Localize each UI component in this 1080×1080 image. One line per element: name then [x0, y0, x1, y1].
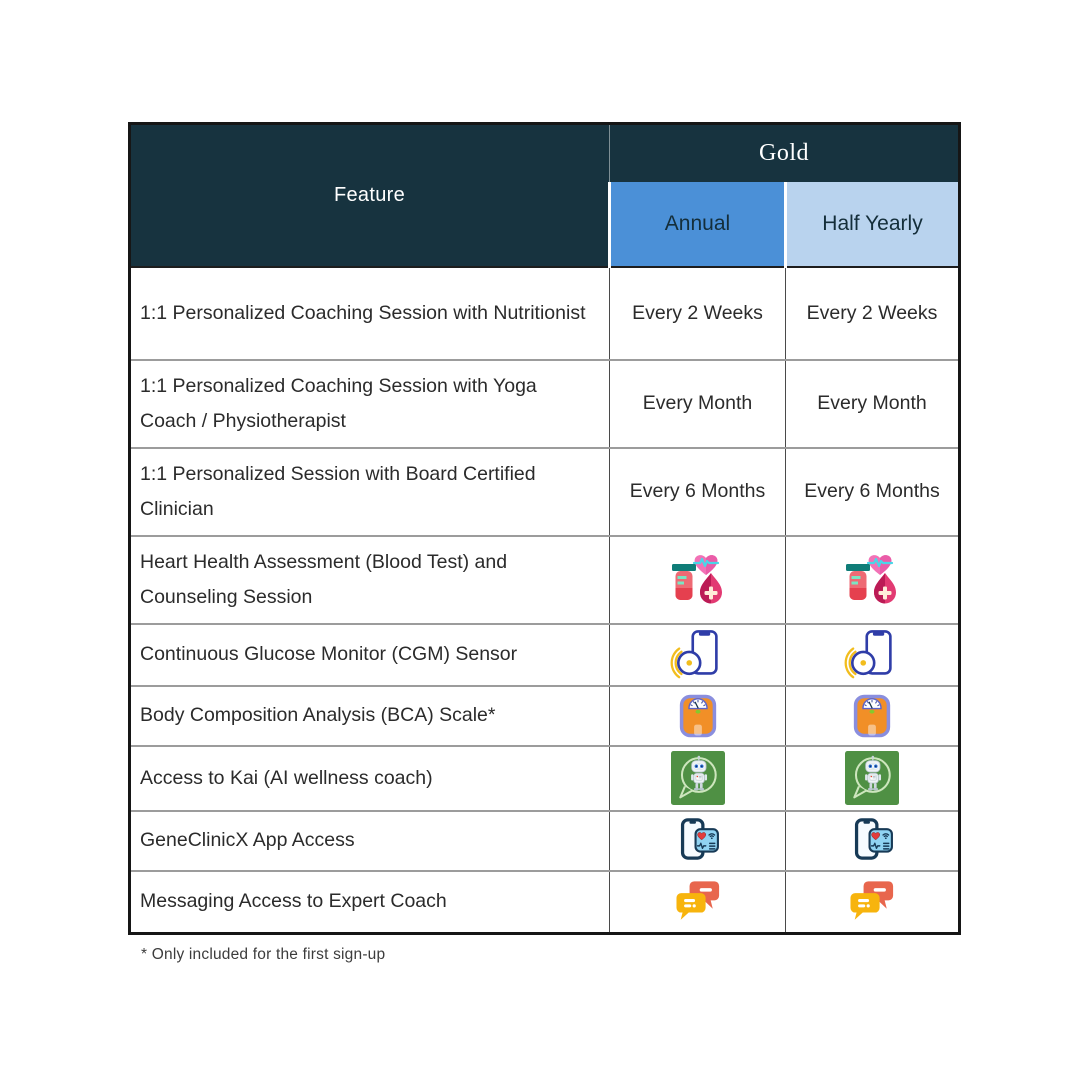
table-row — [130, 448, 960, 536]
kai-robot-icon — [845, 751, 899, 805]
table-row — [130, 746, 960, 811]
half-yearly-value-cell — [786, 811, 960, 871]
feature-cell: 1:1 Personalized Session with Board Certified Clinician — [130, 448, 610, 536]
feature-cell: GeneClinicX App Access — [130, 811, 610, 871]
blood-test-heart-icon — [840, 548, 904, 612]
feature-cell: Continuous Glucose Monitor (CGM) Sensor — [130, 624, 610, 686]
plan-header-row — [130, 124, 960, 182]
half-yearly-column-header: Half Yearly — [786, 182, 960, 267]
half-yearly-value-cell — [786, 624, 960, 686]
annual-value-cell — [610, 536, 786, 624]
annual-value-cell: Every 2 Weeks — [610, 267, 786, 360]
bca-scale-icon — [673, 691, 723, 741]
half-yearly-value-cell — [786, 746, 960, 811]
annual-value-cell — [610, 746, 786, 811]
plan-comparison-table — [128, 122, 961, 935]
messaging-chat-icon — [845, 875, 899, 929]
half-yearly-value-cell — [786, 536, 960, 624]
table-row — [130, 536, 960, 624]
annual-value-cell — [610, 686, 786, 746]
bca-scale-icon — [847, 691, 897, 741]
feature-cell: Heart Health Assessment (Blood Test) and Counseling Session — [130, 536, 610, 624]
feature-cell: Messaging Access to Expert Coach — [130, 871, 610, 934]
table-row — [130, 360, 960, 448]
feature-cell: 1:1 Personalized Coaching Session with Nutritionist — [130, 267, 610, 360]
blood-test-heart-icon — [666, 548, 730, 612]
table-row — [130, 624, 960, 686]
half-yearly-value-cell: Every 2 Weeks — [786, 267, 960, 360]
half-yearly-value-cell — [786, 871, 960, 934]
annual-value-cell: Every Month — [610, 360, 786, 448]
table-row — [130, 811, 960, 871]
feature-column-header: Feature — [130, 124, 610, 267]
table-row — [130, 686, 960, 746]
cgm-sensor-icon — [670, 627, 726, 683]
feature-cell: 1:1 Personalized Coaching Session with Yoga Coach / Physiotherapist — [130, 360, 610, 448]
cgm-sensor-icon — [844, 627, 900, 683]
half-yearly-value-cell: Every Month — [786, 360, 960, 448]
annual-value-cell — [610, 871, 786, 934]
table-row — [130, 871, 960, 934]
annual-value-cell — [610, 811, 786, 871]
messaging-chat-icon — [671, 875, 725, 929]
annual-value-cell — [610, 624, 786, 686]
annual-column-header: Annual — [610, 182, 786, 267]
kai-robot-icon — [671, 751, 725, 805]
plan-name-header: Gold — [610, 124, 960, 182]
table-row — [130, 267, 960, 360]
geneclinicx-app-icon — [672, 815, 724, 867]
half-yearly-value-cell: Every 6 Months — [786, 448, 960, 536]
half-yearly-value-cell — [786, 686, 960, 746]
footnote: * Only included for the first sign-up — [141, 946, 386, 963]
feature-cell: Body Composition Analysis (BCA) Scale* — [130, 686, 610, 746]
feature-cell: Access to Kai (AI wellness coach) — [130, 746, 610, 811]
annual-value-cell: Every 6 Months — [610, 448, 786, 536]
geneclinicx-app-icon — [846, 815, 898, 867]
